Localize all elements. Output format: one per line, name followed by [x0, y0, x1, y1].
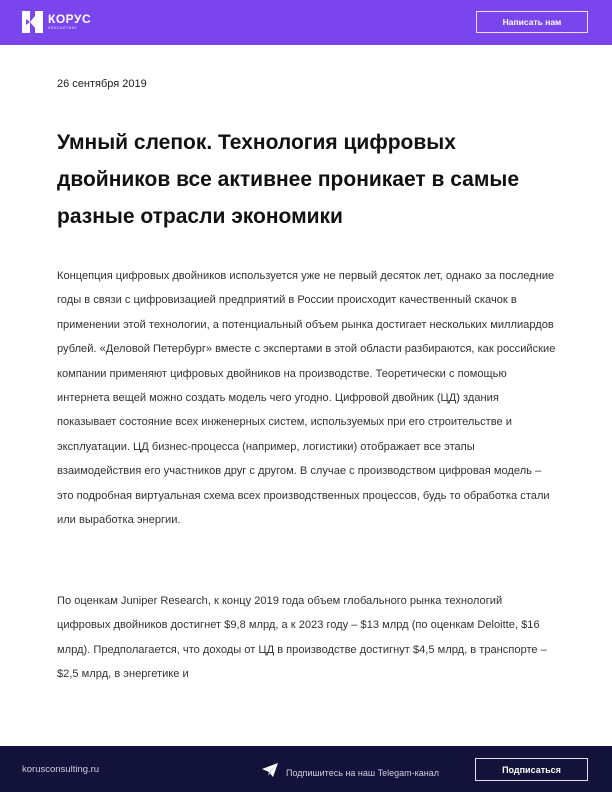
telegram-label: Подпишитесь на наш Telegam-канал	[286, 767, 439, 778]
korus-logo-icon	[22, 11, 43, 33]
article-title: Умный слепок. Технология цифровых двойников все активнее проникает в самые разные отрасли экономики	[57, 131, 519, 228]
telegram-subscribe-link[interactable]	[262, 763, 439, 782]
write-us-button[interactable]: Написать нам	[476, 11, 588, 33]
subscribe-button[interactable]: Подписаться	[475, 758, 588, 781]
article-paragraph: Концепция цифровых двойников используется уже не первый десяток лет, однако за последние годы в связи с цифровизацией предприятий в России происходит качественный скачок в применении этой технологии, а потенциальный объем рынка достигает нескольких миллиардов рублей. «Деловой Петербург» вместе с экспертами в этой области разбираются, как российские компании применяют цифровых двойников на производстве. Теоретически с помощью интернета вещей можно создать модель чего угодно. Цифровой двойник (ЦД) здания показывает состояние всех инженерных систем, используемых при его строительстве и эксплуатации. ЦД бизнес-процесса (например, логистики) отображает все этапы взаимодействия его участников друг с другом. В случае с производством цифровая модель – это подробная виртуальная схема всех производственных процессов, будь то обработка стали или выработка энергии.	[57, 270, 556, 527]
article-date: 26 сентября 2019	[57, 78, 147, 90]
header-bar	[0, 0, 612, 45]
telegram-plane-icon	[262, 763, 278, 782]
article-paragraph: По оценкам Juniper Research, к концу 2019 года объем глобального рынка технологий цифровых двойников достигнет $9,8 млрд, а к 2023 году – $13 млрд (по оценкам Deloitte, $16 млрд). Предполагается, что доходы от ЦД в производстве достигнут $4,5 млрд, в транспорте – $2,5 млрд, в энергетике и	[57, 595, 547, 681]
logo-name: КОРУС	[48, 12, 92, 26]
footer-bar	[0, 746, 612, 792]
logo-subtitle: КОНСАЛТИНГ	[48, 26, 78, 30]
korus-logo[interactable]	[22, 11, 91, 33]
site-link[interactable]: korusconsulting.ru	[22, 764, 100, 775]
